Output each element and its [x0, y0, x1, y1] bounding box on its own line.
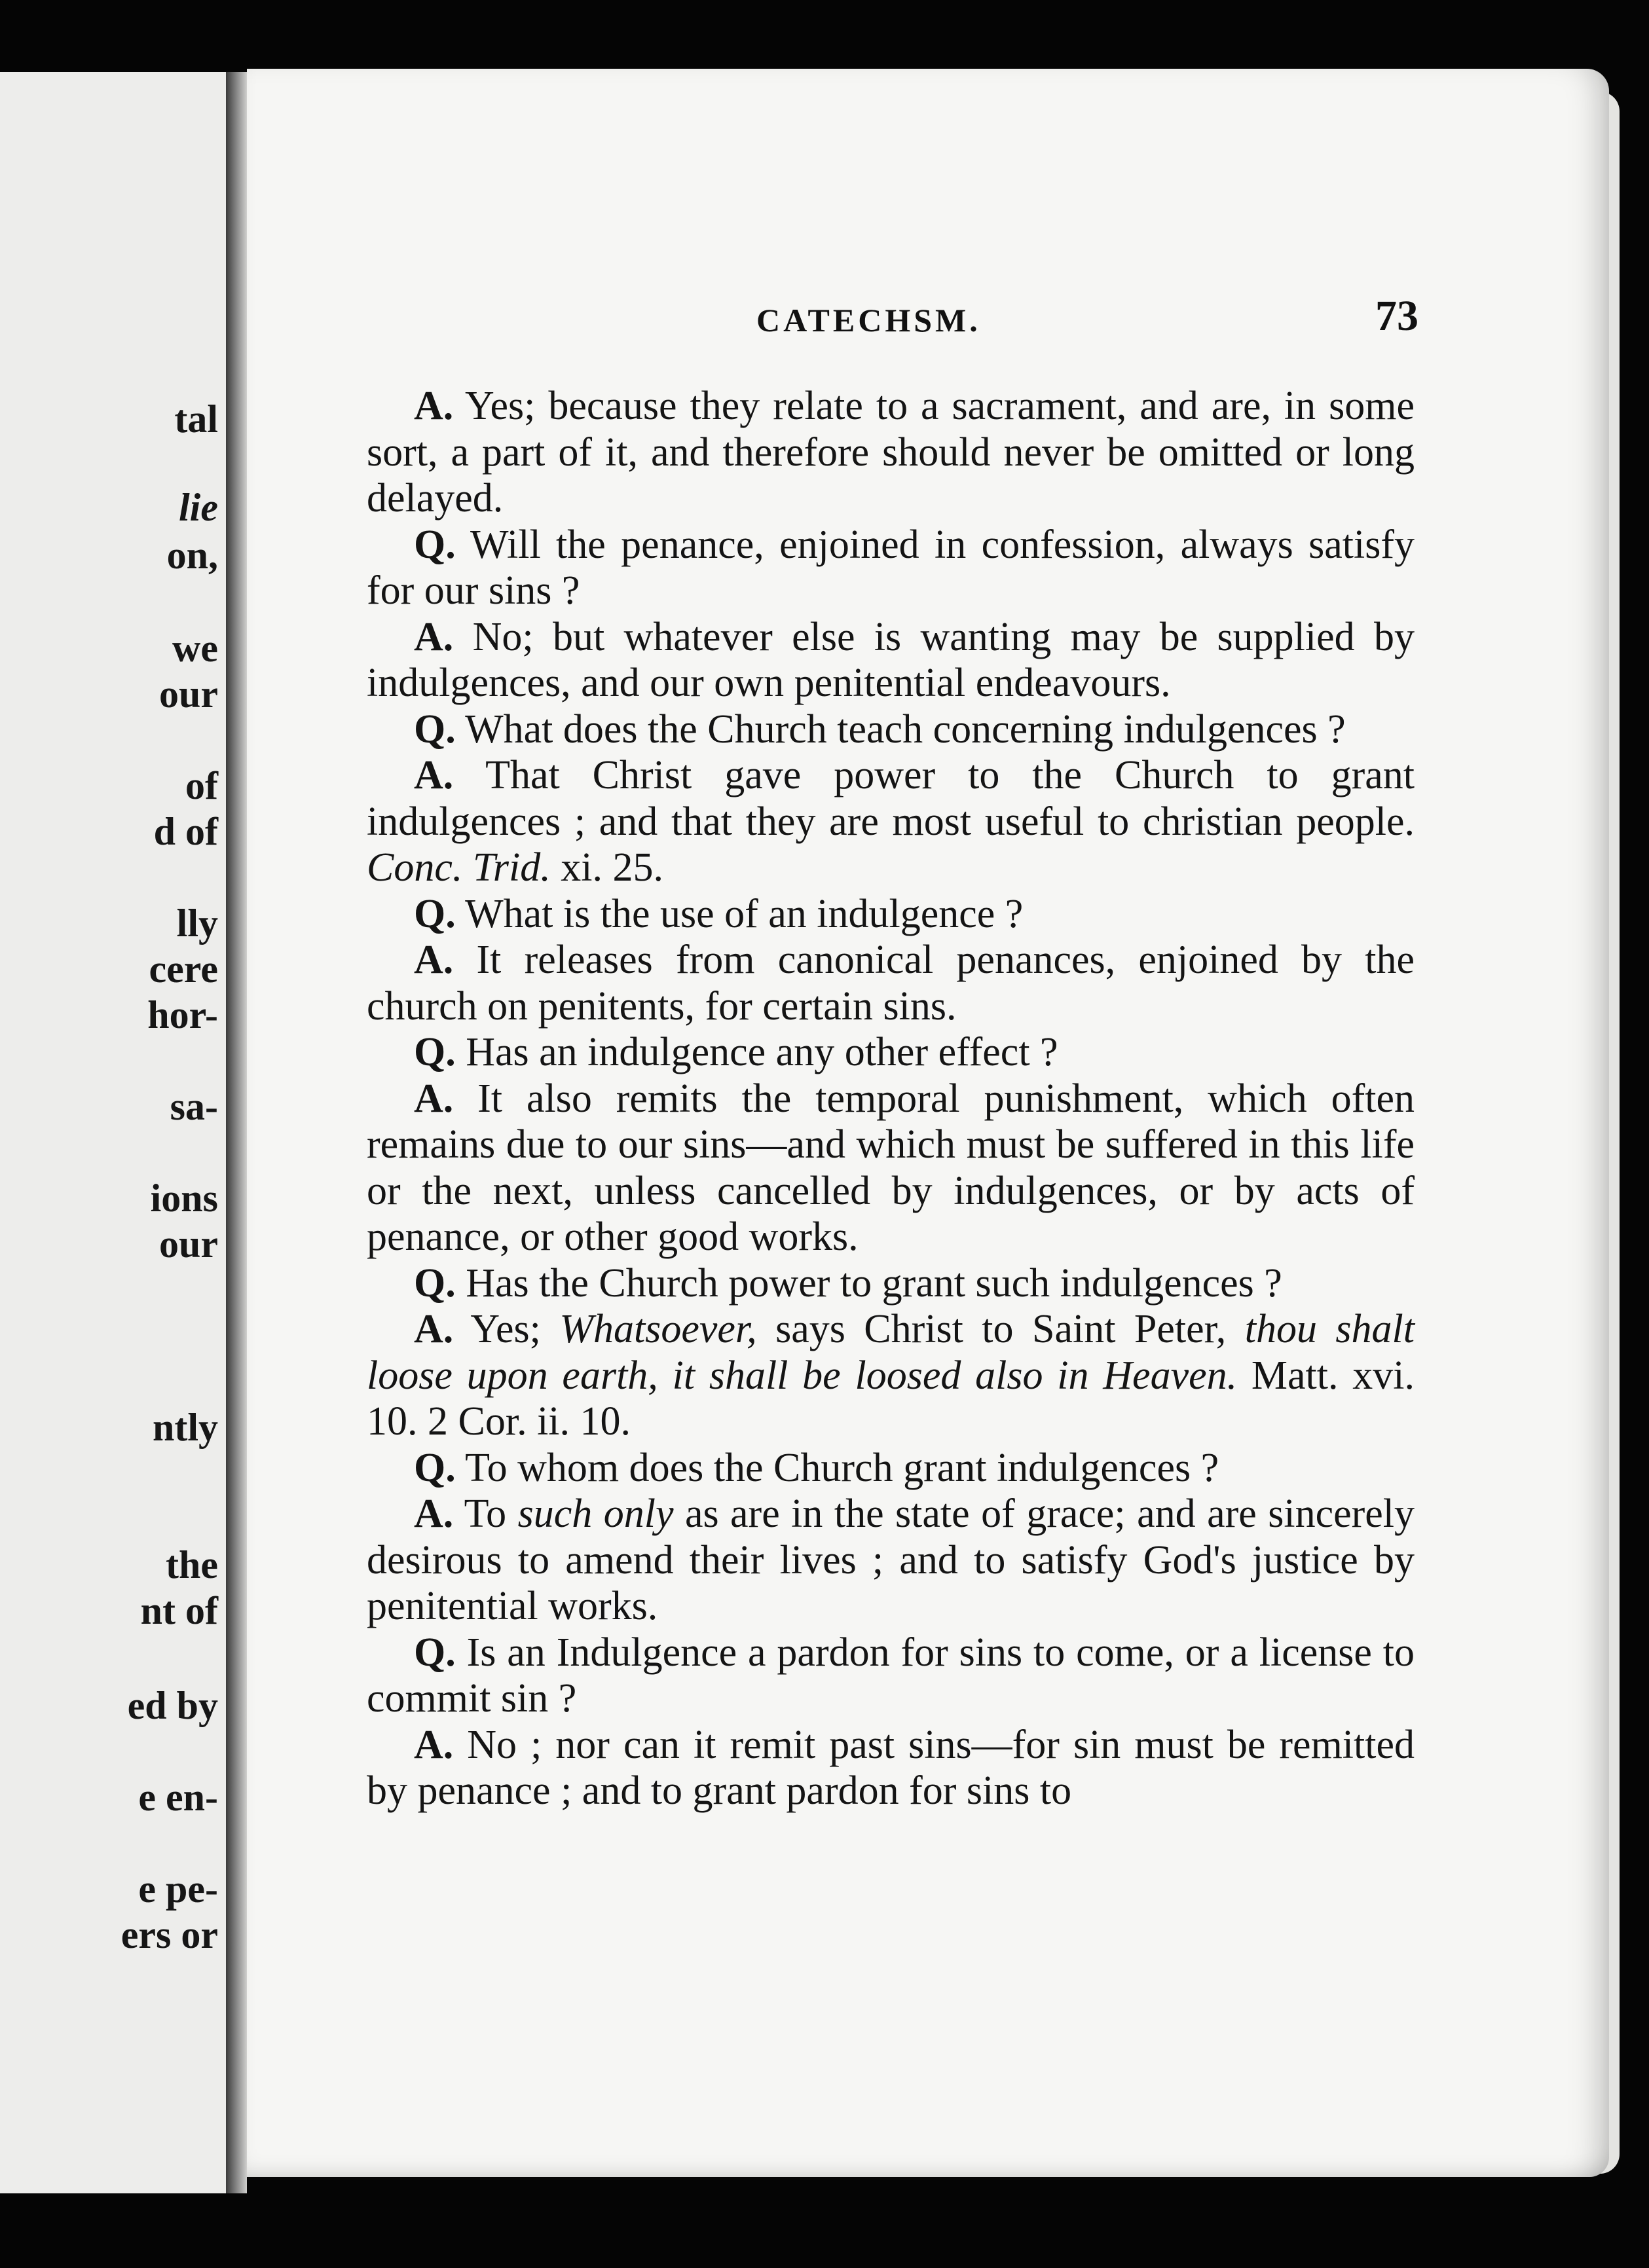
question-label: Q. [414, 1630, 456, 1675]
question-paragraph [367, 1630, 1415, 1722]
paragraph-text: No ; nor can it remit past sins—for sin must be remitted by penance ; and to grant pardon for sins to [367, 1722, 1415, 1813]
paragraph-text: It releases from canonical penances, enjoined by the church on penitents, for certain sins. [367, 938, 1415, 1029]
paragraph-text: That Christ gave power to the Church to grant indulgences ; and that they are most useful to christian people. [367, 753, 1415, 844]
answer-paragraph [367, 1722, 1415, 1814]
question-paragraph [367, 522, 1415, 614]
answer-paragraph [367, 1306, 1415, 1445]
answer-label: A. [414, 614, 454, 659]
question-label: Q. [414, 1260, 456, 1306]
question-paragraph [367, 1445, 1415, 1491]
answer-label: A. [414, 1076, 454, 1121]
facing-page-line: lly [176, 902, 218, 945]
facing-page-line: hor- [147, 993, 218, 1036]
answer-paragraph [367, 1491, 1415, 1630]
facing-page-line: on, [166, 534, 218, 577]
facing-page-line: cere [149, 947, 218, 991]
paragraph-text: Has the Church power to grant such indulgences ? [455, 1260, 1282, 1306]
question-label: Q. [414, 706, 456, 752]
answer-paragraph [367, 752, 1415, 891]
page-number: 73 [1375, 292, 1418, 340]
italic-text: thou shalt loose upon earth, it shall be loosed also in Heaven. [367, 1307, 1415, 1398]
italic-text: Whatsoever, [559, 1307, 757, 1351]
facing-page-line: of [185, 764, 218, 807]
answer-paragraph [367, 1076, 1415, 1260]
facing-page-line: our [159, 672, 218, 716]
paragraph-text: No; but whatever else is wanting may be supplied by indulgences, and our own penitential endeavours. [367, 614, 1415, 705]
facing-page-line: our [159, 1222, 218, 1266]
paragraph-text: Yes; [453, 1307, 560, 1351]
facing-page-line: d of [153, 810, 218, 853]
question-paragraph [367, 1029, 1415, 1076]
answer-paragraph [367, 614, 1415, 706]
question-label: Q. [414, 1445, 456, 1490]
book-gutter [226, 72, 247, 2193]
paragraph-text: says Christ to Saint Peter, [756, 1307, 1245, 1351]
facing-page-line: we [172, 627, 218, 670]
paragraph-text: as are in the state of grace; and are sincerely desirous to amend their lives ; and to satisfy God's justice by penitential works. [367, 1491, 1415, 1628]
paragraph-text: Is an Indulgence a pardon for sins to come, or a license to commit sin ? [367, 1630, 1415, 1721]
answer-paragraph [367, 383, 1415, 522]
paragraph-text: What is the use of an indulgence ? [455, 891, 1024, 936]
catechism-text [367, 383, 1415, 1814]
answer-label: A. [414, 384, 454, 428]
facing-page-line: e en- [138, 1776, 218, 1819]
paragraph-text: Matt. xvi. 10. 2 Cor. ii. 10. [367, 1353, 1415, 1444]
question-label: Q. [414, 1030, 456, 1074]
paragraph-text: It also remits the temporal punishment, which often remains due to our sins—and which must be suffered in this life or the next, unless cancelled by indulgences, or by acts of penance, or other good works. [367, 1076, 1415, 1259]
facing-page-line: lie [179, 486, 218, 529]
italic-text: Conc. Trid. [367, 845, 551, 890]
italic-text: such only [517, 1491, 674, 1536]
running-head: CATECHSM. [756, 302, 981, 338]
facing-page-line: ed by [127, 1684, 218, 1727]
answer-paragraph [367, 937, 1415, 1029]
facing-page [0, 72, 230, 2193]
paragraph-text: To [453, 1491, 518, 1536]
question-paragraph [367, 891, 1415, 938]
answer-label: A. [414, 1307, 454, 1351]
paragraph-text: What does the Church teach concerning indulgences ? [455, 706, 1346, 752]
answer-label: A. [414, 753, 454, 797]
question-paragraph [367, 706, 1415, 753]
answer-label: A. [414, 1722, 454, 1767]
answer-label: A. [414, 1491, 454, 1536]
facing-page-line: sa- [170, 1085, 218, 1128]
facing-page-line: ers or [120, 1913, 218, 1956]
facing-page-line: ntly [152, 1406, 218, 1449]
paragraph-text: To whom does the Church grant indulgences ? [455, 1445, 1219, 1490]
facing-page-line: nt of [140, 1589, 218, 1632]
facing-page-line: tal [174, 397, 218, 441]
facing-page-line: ions [150, 1177, 218, 1220]
question-label: Q. [414, 891, 456, 936]
paragraph-text: xi. 25. [550, 845, 664, 890]
facing-page-line: the [166, 1543, 218, 1586]
question-paragraph [367, 1260, 1415, 1307]
paragraph-text: Has an indulgence any other effect ? [455, 1030, 1058, 1074]
facing-page-line: e pe- [138, 1867, 218, 1911]
paragraph-text: Yes; because they relate to a sacrament, and are, in some sort, a part of it, and therefore should never be omitted or long delayed. [367, 384, 1415, 521]
answer-label: A. [414, 938, 454, 982]
paragraph-text: Will the penance, enjoined in confession, always satisfy for our sins ? [367, 522, 1415, 613]
question-label: Q. [414, 522, 456, 567]
